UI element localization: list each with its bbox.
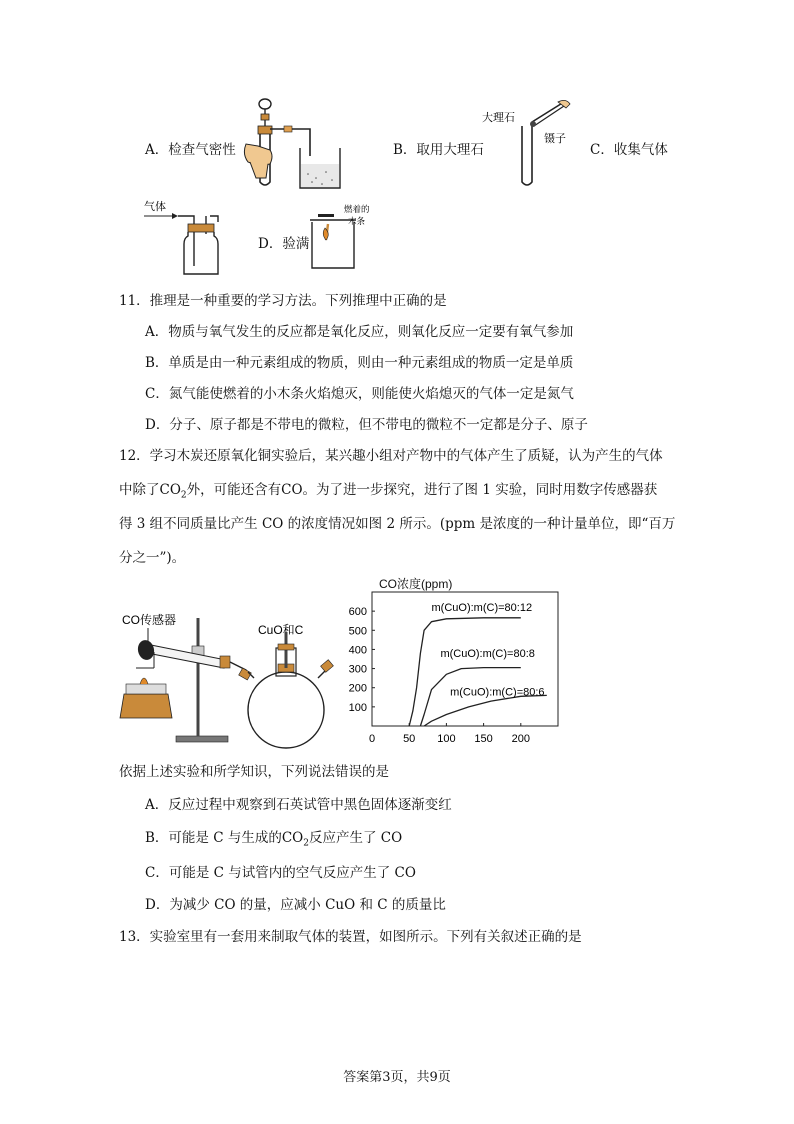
q12-option-b: B．可能是 C 与生成的$CO_2$反应产生了 CO [145, 830, 403, 849]
q12-after-figure: 依据上述实验和所学知识，下列说法错误的是 [119, 764, 389, 780]
q11-option-d: D．分子、原子都是不带电的微粒，但不带电的微粒不一定都是分子、原子 [145, 417, 588, 433]
q12-option-d: D．为减少 CO 的量，应减小 CuO 和 C 的质量比 [145, 897, 446, 913]
co-sensor-label: CO传感器 [122, 613, 177, 627]
q12-stem-line3: 得 3 组不同质量比产生 CO 的浓度情况如图 2 所示。(ppm 是浓度的一种计量单位，即“百万 [119, 516, 676, 532]
q10-option-c-label: C．收集气体 [590, 142, 668, 158]
x-tick-label: 0 [368, 733, 376, 745]
q10-option-d-label: D．验满 [258, 236, 310, 252]
series-label-3: m(CuO):m(C)=80:6 [450, 686, 545, 699]
y-tick-label: 100 [348, 701, 367, 714]
page-footer: 答案第3页，共9页 [343, 1070, 451, 1085]
y-tick-label: 500 [348, 625, 367, 638]
q12-stem-line1: 12．学习木炭还原氧化铜实验后，某兴趣小组对产物中的气体产生了质疑，认为产生的气体 [119, 448, 663, 464]
tweezers-label: 镊子 [544, 133, 566, 145]
q12-option-c: C．可能是 C 与试管内的空气反应产生了 CO [145, 865, 416, 881]
q13-stem: 13．实验室里有一套用来制取气体的装置，如图所示。下列有关叙述正确的是 [119, 929, 582, 945]
airtightness-apparatus-figure [236, 96, 348, 192]
gas-collection-bottle-figure [140, 196, 230, 278]
q11-option-c: C．氮气能使燃着的小木条火焰熄灭，则能使火焰熄灭的气体一定是氮气 [145, 386, 574, 402]
y-tick-label: 400 [348, 644, 367, 657]
q12-stem-line4: 分之一”)。 [119, 550, 186, 566]
co-concentration-chart [340, 586, 570, 752]
q10-option-a-label: A．检查气密性 [145, 142, 236, 158]
y-tick-label: 300 [348, 663, 367, 676]
burning-stick-label-line2: 木条 [348, 216, 366, 226]
burning-stick-figure [304, 200, 384, 272]
q12-stem-line2: 中除了$CO_2$外，可能还含有CO。为了进一步探究，进行了图 1 实验，同时用数字传感器获 [119, 482, 658, 501]
y-tick-label: 600 [348, 606, 367, 619]
series-label-1: m(CuO):m(C)=80:12 [431, 602, 533, 615]
q11-stem: 11．推理是一种重要的学习方法。下列推理中正确的是 [119, 293, 447, 309]
x-tick-label: 200 [511, 733, 530, 745]
gas-label: 气体 [144, 201, 166, 213]
series-label-2: m(CuO):m(C)=80:8 [440, 648, 535, 661]
chart-ylabel: CO浓度(ppm) [379, 577, 453, 591]
burning-stick-label-line1: 燃着的 [344, 204, 370, 214]
marble-label: 大理石 [482, 112, 515, 124]
fig1-apparatus [118, 608, 348, 752]
series-line-3 [424, 695, 547, 726]
cuo-c-label: CuO和C [258, 623, 304, 637]
x-tick-label: 100 [437, 733, 456, 745]
x-tick-label: 50 [403, 733, 416, 745]
x-tick-label: 150 [474, 733, 493, 745]
q10-option-b-label: B．取用大理石 [393, 142, 484, 158]
q11-option-a: A．物质与氧气发生的反应都是氧化反应，则氧化反应一定要有氧气参加 [145, 324, 574, 340]
marble-tweezers-figure [478, 96, 578, 192]
q12-option-a: A．反应过程中观察到石英试管中黑色固体逐渐变红 [145, 797, 452, 813]
q11-option-b: B．单质是由一种元素组成的物质，则由一种元素组成的物质一定是单质 [145, 355, 574, 371]
y-tick-label: 200 [348, 682, 367, 695]
